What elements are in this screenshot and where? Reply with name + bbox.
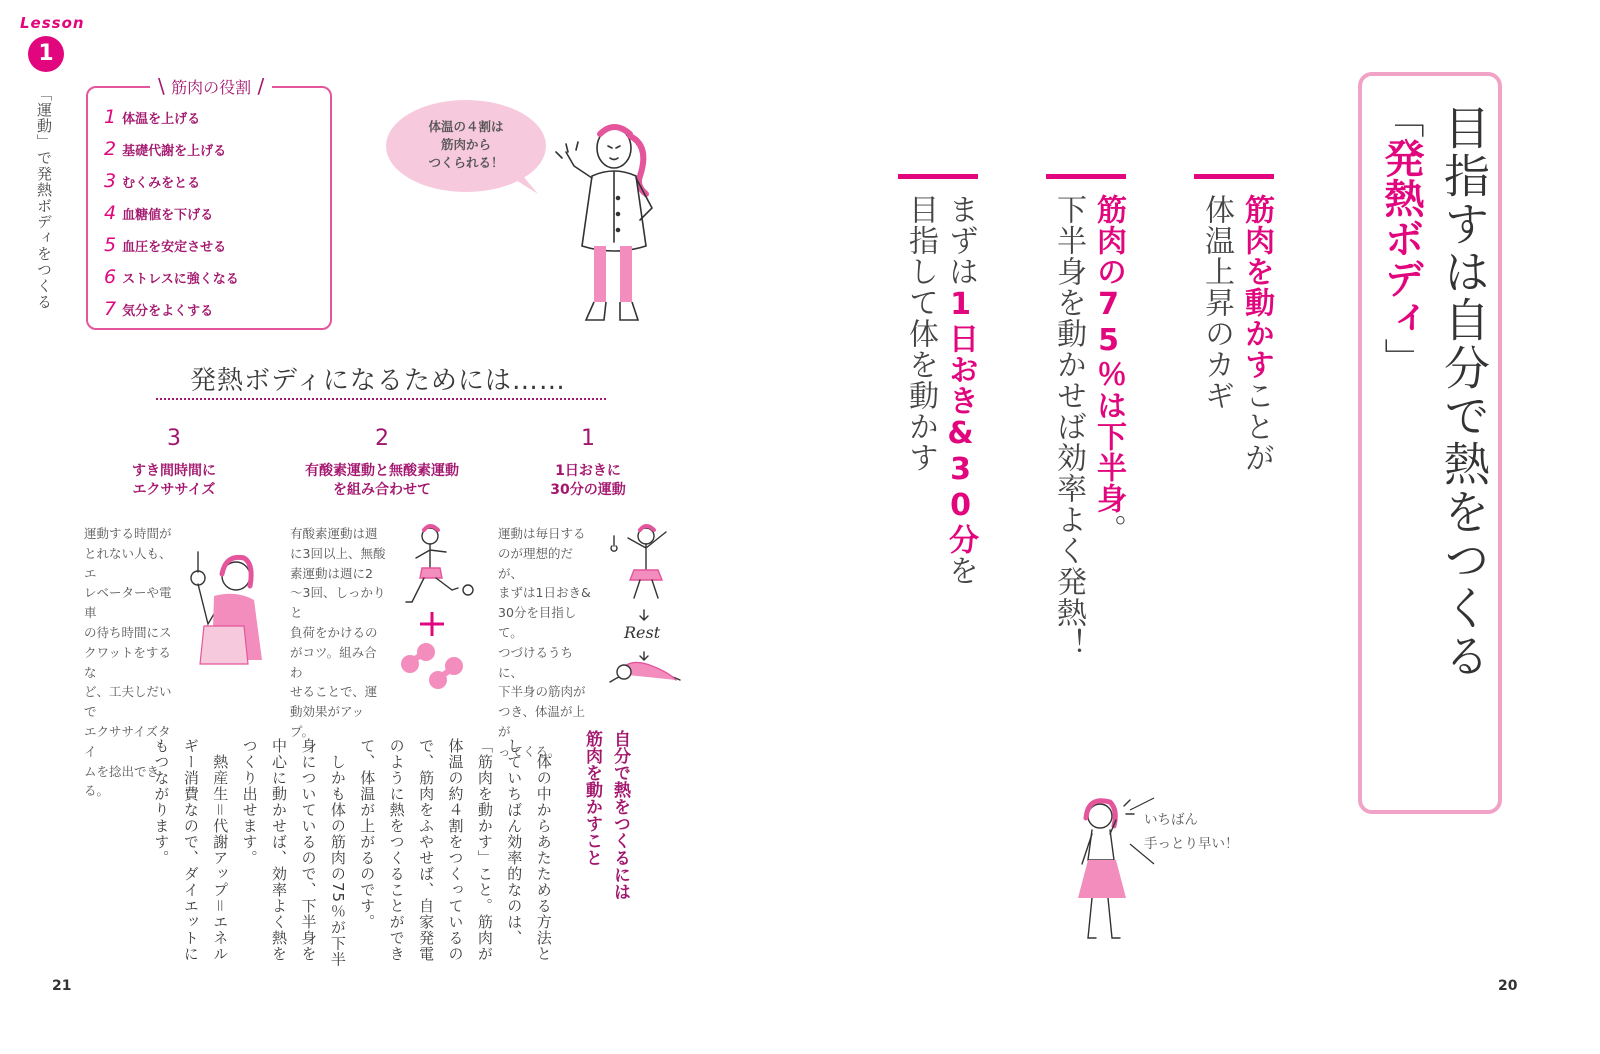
slash-deco-right: / xyxy=(251,74,265,98)
role-item: 6 ストレスに強くなる xyxy=(104,266,239,288)
dotted-divider xyxy=(156,398,606,400)
muscle-roles-title xyxy=(150,74,272,98)
speech-bubble-text: 体温の４割は 筋肉から つくられる！ xyxy=(428,119,504,170)
body-heading: 自分で熱をつくるには 筋肉を動かすこと xyxy=(582,730,630,900)
speech-bubble-tail xyxy=(500,170,540,200)
point-3: まずは1日おき&30分を 目指して体を動かす xyxy=(903,194,978,586)
role-item: 4 血糖値を下げる xyxy=(104,202,214,224)
lesson-number-badge: 1 xyxy=(28,36,64,72)
role-item: 1 体温を上げる xyxy=(104,106,201,128)
page-title: 目指すは自分で熱をつくる xyxy=(1437,104,1491,680)
step-number: 3 xyxy=(167,426,181,451)
step-body: 有酸素運動は週 に3回以上、無酸 素運動は週に2 〜3回、しっかりと 負荷をかけるの がコツ。組み合わ せることで、運 動効果がアップ。 xyxy=(290,526,386,739)
step-body: 運動する時間が とれない人も、エ レベーターや電車 の待ち時間にス クワットをするな ど、工夫しだいで エクササイズタイ ムを捻出できる。 xyxy=(84,526,172,799)
role-item: 3 むくみをとる xyxy=(104,170,201,192)
role-item: 7 気分をよくする xyxy=(104,298,214,320)
speech-quote: いちばん 手っとり早い！ xyxy=(1144,812,1239,852)
doctor-illustration-icon xyxy=(548,118,678,334)
chapter-title: 「運動」で発熱ボディをつくる xyxy=(35,86,53,310)
commuter-woman-illustration-icon xyxy=(184,550,274,666)
body-paragraph: 体の中からあたためる方法としていちばん効率的なのは、「筋肉を動かす」こと。筋肉が体温の約４割をつくっているので、筋肉をふやせば、自家発電のように熱をつくることができて、体温が上がるのです。 しかも体の筋肉の75％が下半身についているので、下半身を中心に動かせば、効率よく熱をつくり出せます。 熱産生＝代謝アップ＝エネルギー消費なので、ダイエットにもつながります。 xyxy=(152,738,553,968)
step-number: 1 xyxy=(581,426,595,451)
dancing-and-resting-illustration-icon xyxy=(604,522,688,692)
rest-label: Rest xyxy=(624,623,661,642)
step-title: すき間時間に エクササイズ xyxy=(132,463,216,498)
point-bar xyxy=(898,174,978,179)
muscle-roles-title-text: 筋肉の役割 xyxy=(171,78,252,97)
role-item: 5 血圧を安定させる xyxy=(104,234,227,256)
point-1: 筋肉を動かすことが 体温上昇のカギ xyxy=(1199,194,1274,473)
lesson-label: Lesson xyxy=(20,14,85,32)
page-number-right: 20 xyxy=(1498,978,1518,994)
point-bar xyxy=(1046,174,1126,179)
page-number-left: 21 xyxy=(52,978,72,994)
section-heading: 発熱ボディになるためには…… xyxy=(190,366,566,396)
running-and-dumbbell-illustration-icon xyxy=(396,524,480,690)
step-title: 有酸素運動と無酸素運動 を組み合わせて xyxy=(305,463,459,498)
point-bar xyxy=(1194,174,1274,179)
page-title-highlight: 「発熱ボディ」 xyxy=(1378,98,1424,378)
step-body: 運動は毎日する のが理想的だが、 まずは1日おき& 30分を目指して。 つづけるうちに、 下半身の筋肉が つき、体温が上が ってくる。 xyxy=(498,526,591,759)
step-number: 2 xyxy=(375,426,389,451)
role-item: 2 基礎代謝を上げる xyxy=(104,138,227,160)
point-2: 筋肉の75％は下半身。 下半身を動かせば効率よく発熱！ xyxy=(1051,194,1126,659)
slash-deco-left: \ xyxy=(158,74,172,98)
step-title: 1日おきに 30分の運動 xyxy=(550,463,626,498)
